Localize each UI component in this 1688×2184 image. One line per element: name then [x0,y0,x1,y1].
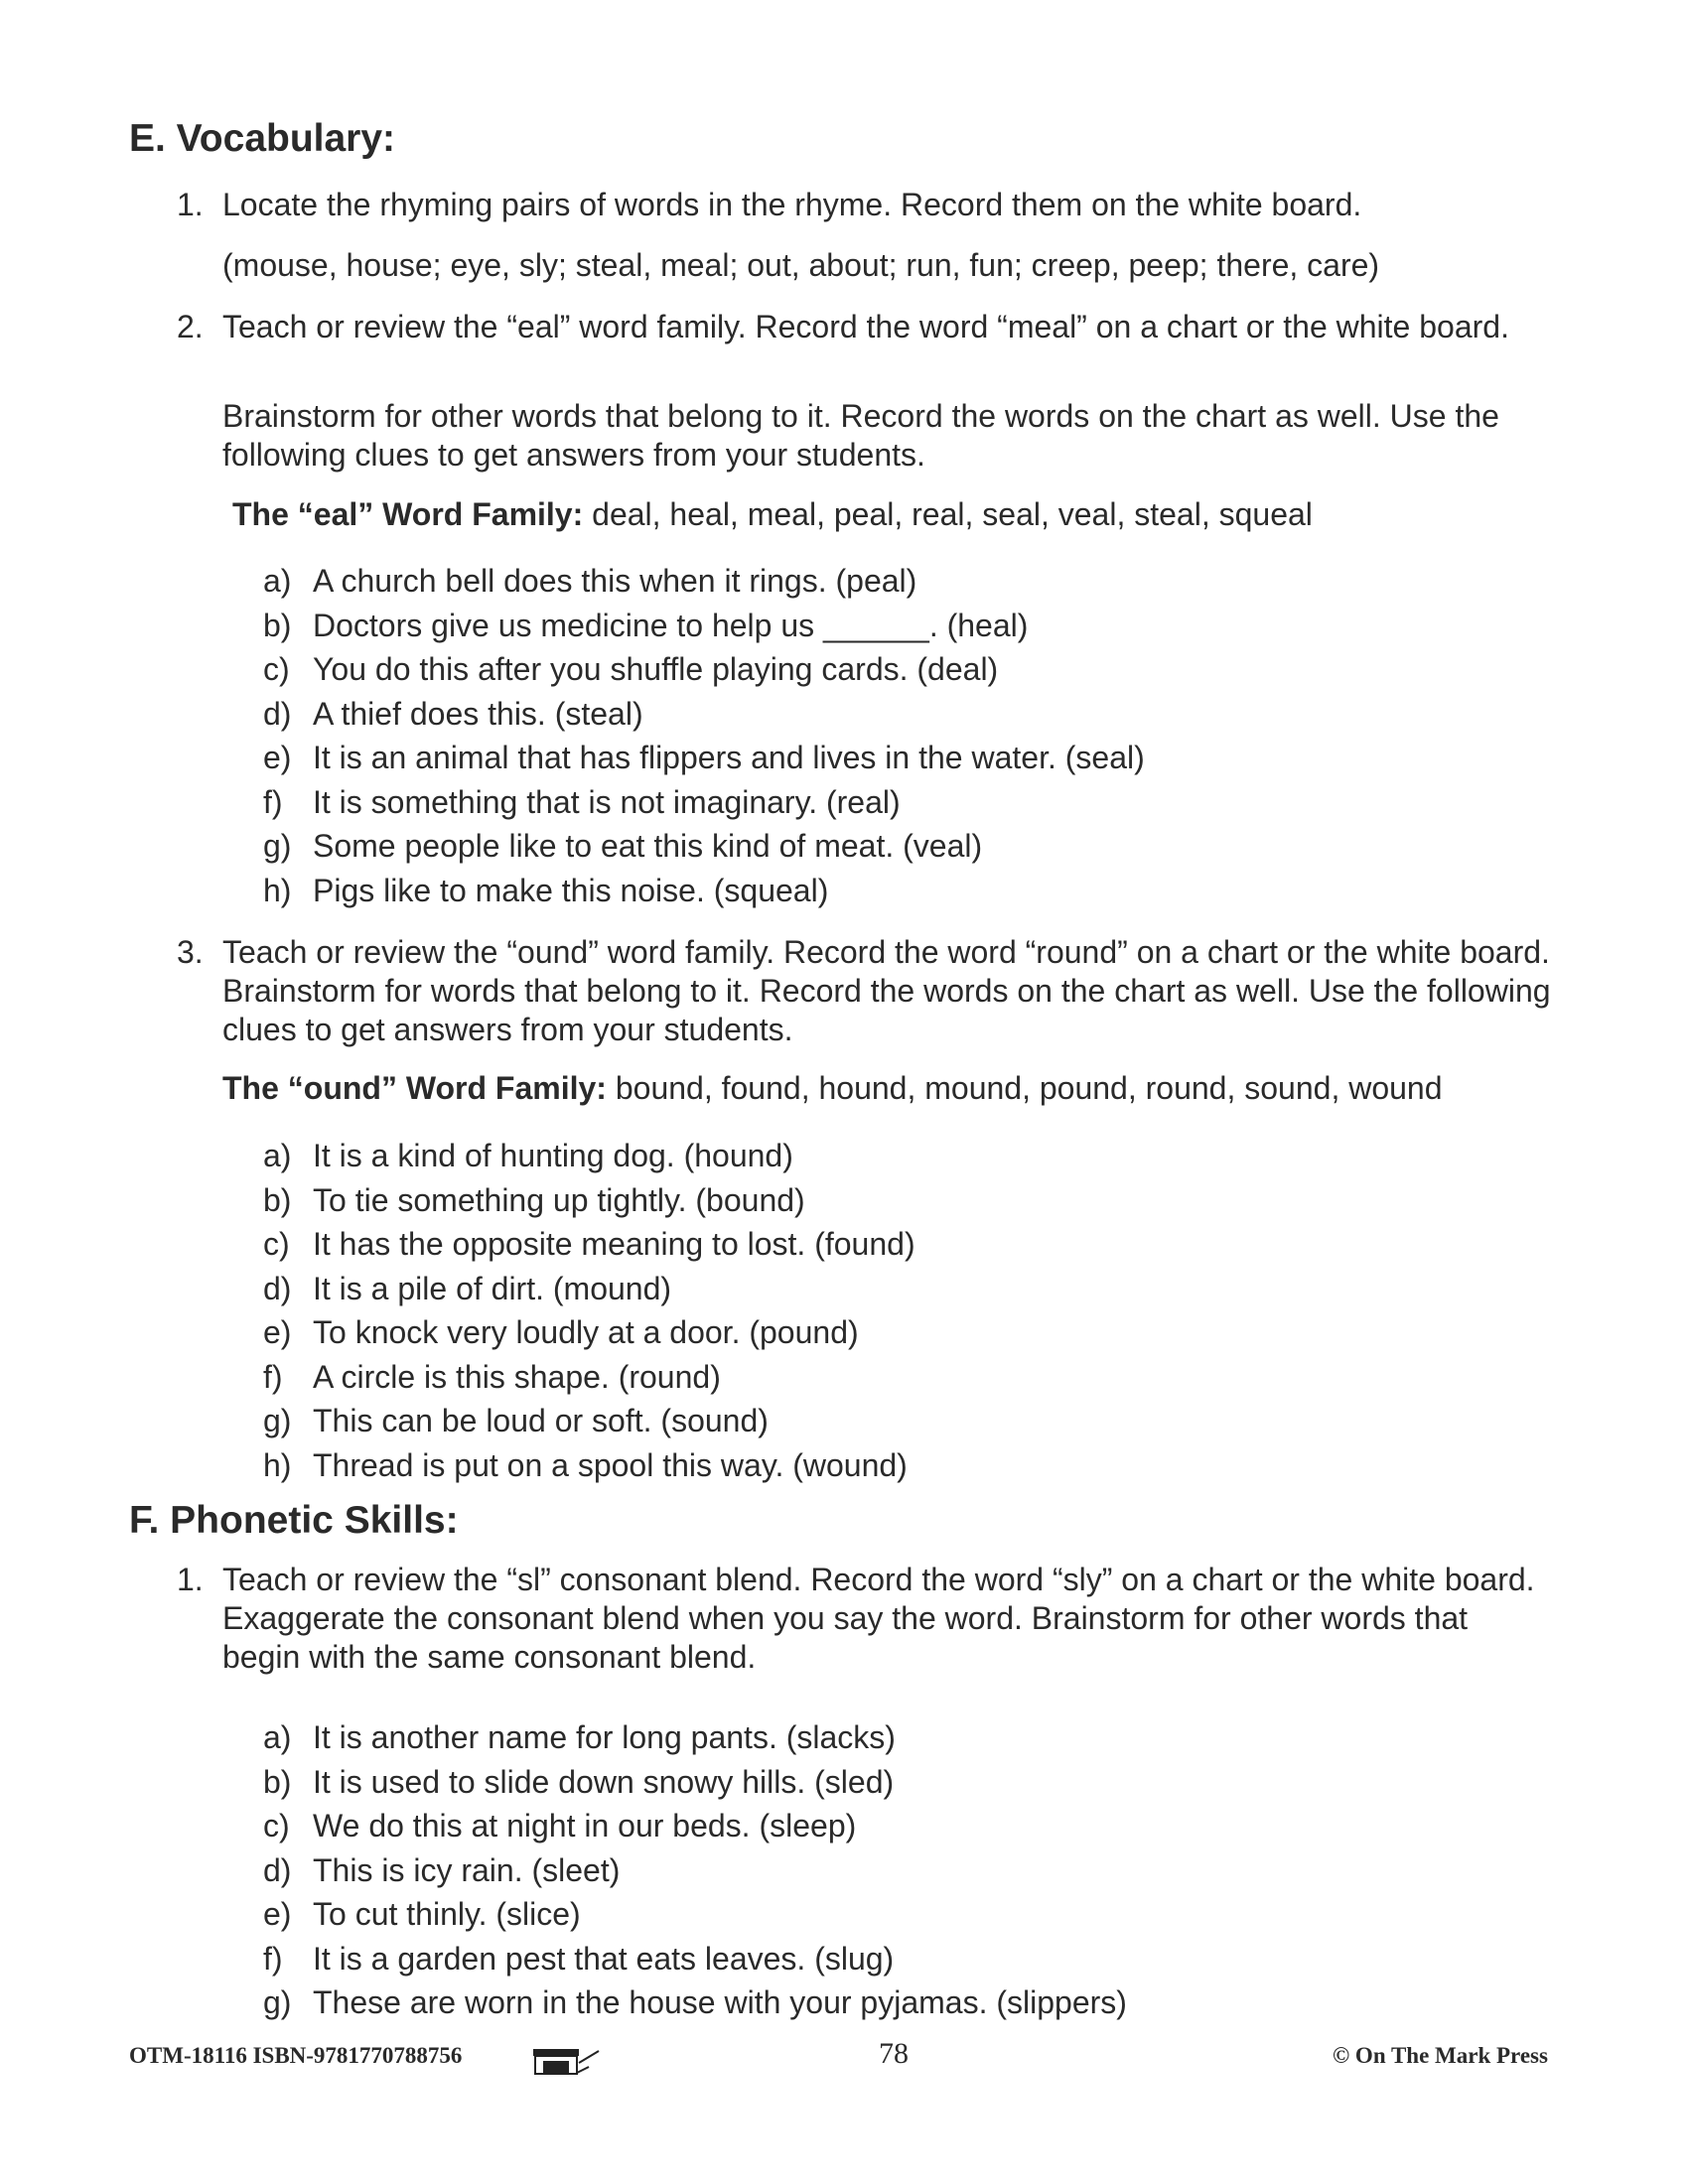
clue-letter: d) [263,1851,292,1888]
clue-item [263,1222,1554,1267]
clue-letter: b) [263,1763,292,1800]
clue-item [263,647,1554,692]
clue-letter: d) [263,695,292,732]
clue-item [263,1355,1554,1400]
clue-text: You do this after you shuffle playing cards. (deal) [313,651,999,687]
clue-item [263,1760,1554,1805]
clue-letter: f) [263,1358,283,1395]
clue-item [263,1178,1554,1223]
clue-list-eal [263,559,1554,912]
clue-letter: e) [263,1896,292,1932]
clue-text: It is something that is not imaginary. (real) [313,783,901,820]
item-number: 2. [177,309,204,344]
clue-letter: c) [263,1808,290,1843]
clue-item [263,1937,1554,1981]
clue-text: To tie something up tightly. (bound) [313,1181,805,1218]
item-number: 1. [177,1562,204,1597]
clue-letter: f) [263,1940,283,1977]
clue-item [263,1399,1554,1443]
clue-text: It has the opposite meaning to lost. (found) [313,1226,915,1262]
clue-letter: f) [263,783,283,820]
footer-isbn: OTM-18116 ISBN-9781770788756 [129,2043,463,2068]
clue-text: Doctors give us medicine to help us ______. (heal) [313,607,1029,643]
clue-text: It is a kind of hunting dog. (hound) [313,1138,793,1173]
clue-letter: a) [263,1138,292,1173]
word-family-label: The “ound” Word Family: [222,1070,607,1106]
clue-item [263,1892,1554,1937]
clue-item [263,1848,1554,1893]
clue-text: It is an animal that has flippers and lives in the water. (seal) [313,740,1145,775]
section-e-heading: E. Vocabulary: [129,117,396,160]
clue-item [263,559,1554,604]
clue-letter: a) [263,1719,292,1755]
clue-text: It is a garden pest that eats leaves. (slug) [313,1940,895,1977]
item-text: Locate the rhyming pairs of words in the rhyme. Record them on the white board. [222,187,1362,222]
item-text: Teach or review the “sl” consonant blend. Record the word “sly” on a chart or the white board. Exaggerate the consonant blend when you say the word. Brainstorm for other words that begin with the same consonant blend. [222,1562,1535,1675]
clue-item [263,1443,1554,1488]
clue-text: A thief does this. (steal) [313,695,643,732]
clue-text: A church bell does this when it rings. (peal) [313,563,917,599]
section-f-heading: F. Phonetic Skills: [129,1499,459,1542]
page-number: 78 [879,2037,909,2070]
clue-text: We do this at night in our beds. (sleep) [313,1808,857,1843]
footer-copyright: © On The Mark Press [1333,2043,1548,2068]
word-family-words: deal, heal, meal, peal, real, seal, veal, steal, squeal [592,496,1313,532]
clue-text: A circle is this shape. (round) [313,1358,721,1395]
clue-item [263,1310,1554,1355]
clue-text: These are worn in the house with your pyjamas. (slippers) [313,1984,1127,2020]
teacher-book-icon [531,2039,603,2086]
clue-item [263,1134,1554,1178]
clue-item [263,736,1554,780]
clue-text: It is used to slide down snowy hills. (sled) [313,1763,895,1800]
clue-letter: b) [263,1181,292,1218]
clue-letter: h) [263,1446,292,1483]
clue-list-sl [263,1715,1554,2025]
item-text: Teach or review the “eal” word family. Record the word “meal” on a chart or the white board. [222,309,1509,344]
clue-list-ound [263,1134,1554,1487]
clue-letter: c) [263,1226,290,1262]
rhyming-pairs-answer: (mouse, house; eye, sly; steal, meal; out, about; run, fun; creep, peep; there, care) [222,247,1380,283]
clue-text: Some people like to eat this kind of meat. (veal) [313,828,983,864]
item-number: 3. [177,934,204,970]
clue-text: To cut thinly. (slice) [313,1896,581,1932]
clue-letter: e) [263,1314,292,1350]
clue-item [263,1980,1554,2025]
item-number: 1. [177,187,204,222]
clue-item [263,824,1554,869]
word-family-ound [222,1070,1443,1107]
clue-letter: b) [263,607,292,643]
clue-text: It is a pile of dirt. (mound) [313,1270,672,1306]
clue-text: Pigs like to make this noise. (squeal) [313,872,829,908]
clue-item [263,780,1554,825]
clue-text: This can be loud or soft. (sound) [313,1403,769,1438]
clue-item [263,692,1554,737]
word-family-words: bound, found, hound, mound, pound, round, sound, wound [615,1070,1443,1106]
clue-letter: g) [263,828,292,864]
clue-letter: h) [263,872,292,908]
clue-text: To knock very loudly at a door. (pound) [313,1314,859,1350]
clue-letter: g) [263,1403,292,1438]
clue-letter: d) [263,1270,292,1306]
clue-item [263,1267,1554,1311]
word-family-eal [232,496,1313,533]
clue-text: It is another name for long pants. (slacks) [313,1719,896,1755]
item-text: Teach or review the “ound” word family. Record the word “round” on a chart or the white board. Brainstorm for words that belong to it. Record the words on the chart as well. Use the following clues to get answers from your students. [222,934,1551,1047]
clue-letter: a) [263,563,292,599]
clue-item [263,604,1554,648]
clue-item [263,1804,1554,1848]
clue-letter: c) [263,651,290,687]
item-text: Brainstorm for other words that belong to it. Record the words on the chart as well. Use the following clues to get answers from your students. [222,398,1499,473]
clue-text: This is icy rain. (sleet) [313,1851,621,1888]
clue-letter: e) [263,740,292,775]
clue-item [263,1715,1554,1760]
clue-text: Thread is put on a spool this way. (wound) [313,1446,908,1483]
clue-letter: g) [263,1984,292,2020]
word-family-label: The “eal” Word Family: [232,496,584,532]
clue-item [263,869,1554,913]
